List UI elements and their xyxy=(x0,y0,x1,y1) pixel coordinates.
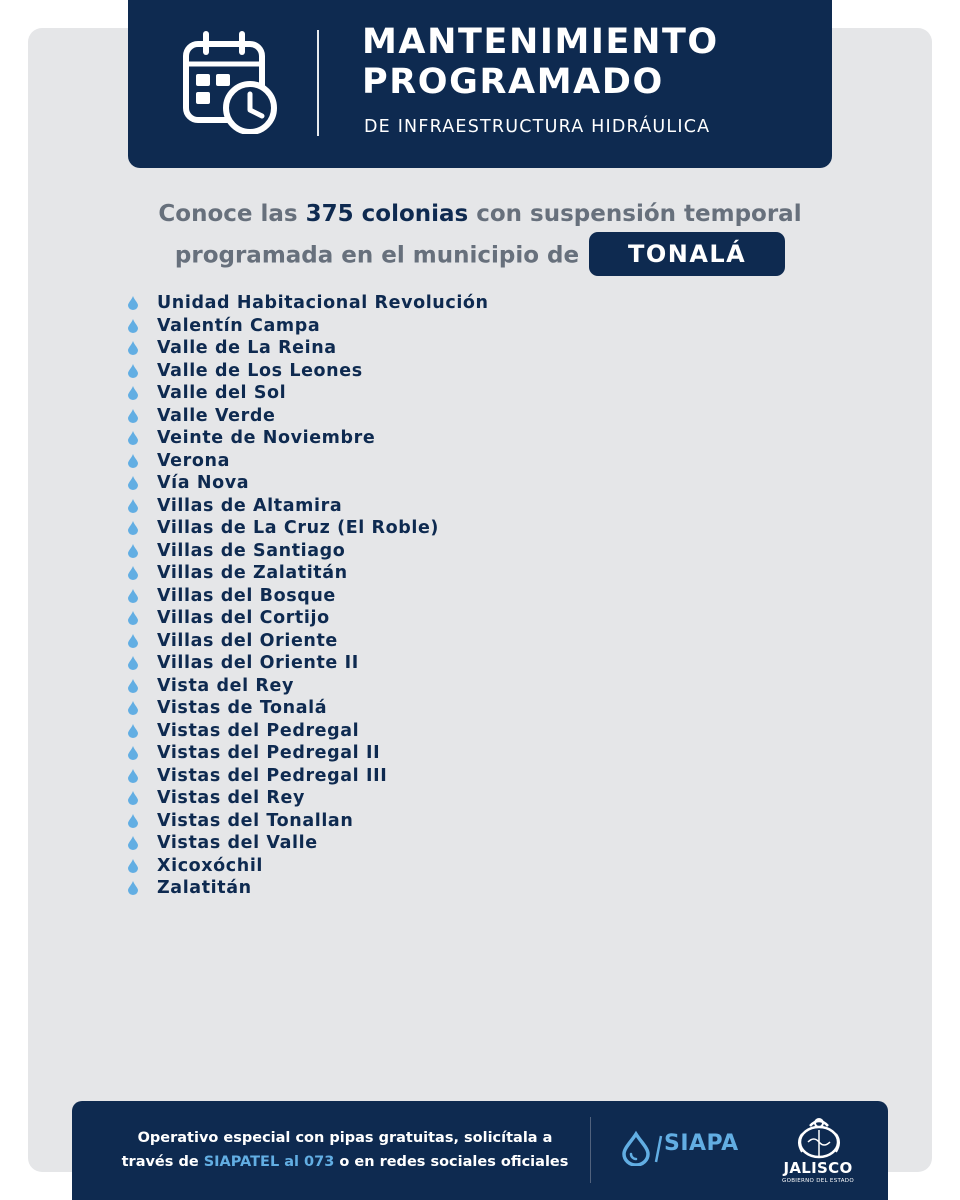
water-drop-icon xyxy=(128,814,138,828)
list-item xyxy=(128,405,489,428)
intro-part-1: Conoce las xyxy=(158,201,306,227)
list-item xyxy=(128,787,489,810)
list-item xyxy=(128,877,489,900)
list-item xyxy=(128,675,489,698)
list-item xyxy=(128,382,489,405)
list-item xyxy=(128,562,489,585)
water-drop-icon xyxy=(128,454,138,468)
list-item xyxy=(128,765,489,788)
water-drop-icon xyxy=(128,499,138,513)
list-item xyxy=(128,832,489,855)
colonia-name: Villas del Cortijo xyxy=(157,608,330,629)
intro-text xyxy=(0,194,960,278)
footer-line-2 xyxy=(100,1150,590,1174)
list-item xyxy=(128,337,489,360)
water-drop-icon xyxy=(128,364,138,378)
colonia-name: Vista del Rey xyxy=(157,675,294,696)
water-drop-icon xyxy=(128,566,138,580)
colonia-name: Zalatitán xyxy=(157,878,252,899)
colonia-name: Vistas de Tonalá xyxy=(157,698,328,719)
water-drop-icon xyxy=(128,431,138,445)
water-drop-icon xyxy=(128,409,138,423)
colonia-name: Vistas del Pedregal xyxy=(157,720,360,741)
water-drop-icon xyxy=(128,656,138,670)
water-drop-icon xyxy=(128,296,138,310)
jalisco-label: JALISCO xyxy=(783,1159,853,1177)
list-item xyxy=(128,585,489,608)
colonia-name: Vistas del Pedregal II xyxy=(157,743,381,764)
colonia-name: Valentín Campa xyxy=(157,315,321,336)
water-drop-icon xyxy=(128,859,138,873)
water-drop-icon xyxy=(128,544,138,558)
title-line-2: PROGRAMADO xyxy=(362,62,664,102)
intro-line-2 xyxy=(0,234,960,278)
colonia-name: Valle Verde xyxy=(157,405,276,426)
list-item xyxy=(128,315,489,338)
list-item xyxy=(128,742,489,765)
list-item xyxy=(128,472,489,495)
intro-part-3: programada en el municipio de xyxy=(174,242,580,269)
list-item xyxy=(128,720,489,743)
list-item xyxy=(128,517,489,540)
footer-message xyxy=(100,1126,590,1174)
water-drop-icon xyxy=(128,791,138,805)
colonia-name: Vistas del Pedregal III xyxy=(157,765,388,786)
municipality-badge: TONALÁ xyxy=(589,232,785,276)
header-divider xyxy=(317,30,319,136)
colonia-name: Villas del Bosque xyxy=(157,585,336,606)
water-drop-icon xyxy=(128,319,138,333)
footer-divider xyxy=(590,1117,591,1183)
footer-line-2-before: través de xyxy=(121,1154,204,1170)
list-item xyxy=(128,360,489,383)
water-drop-icon xyxy=(128,881,138,895)
colonia-name: Valle de Los Leones xyxy=(157,360,363,381)
list-item xyxy=(128,292,489,315)
water-drop-icon xyxy=(128,701,138,715)
water-drop-icon xyxy=(128,836,138,850)
water-drop-icon xyxy=(128,634,138,648)
colonia-name: Villas de Altamira xyxy=(157,495,343,516)
footer-line-1: Operativo especial con pipas gratuitas, solicítala a xyxy=(137,1130,553,1146)
list-item xyxy=(128,810,489,833)
siapatel-phone: SIAPATEL al 073 xyxy=(203,1154,335,1170)
page-subtitle: DE INFRAESTRUCTURA HIDRÁULICA xyxy=(364,117,711,137)
colonia-name: Veinte de Noviembre xyxy=(157,428,376,449)
colonia-name: Vistas del Rey xyxy=(157,788,305,809)
colonias-count: 375 colonias xyxy=(305,201,469,227)
page-title xyxy=(362,22,719,102)
colonia-name: Villas de Santiago xyxy=(157,540,346,561)
water-drop-icon xyxy=(128,746,138,760)
water-drop-icon xyxy=(624,1134,648,1165)
water-drop-icon xyxy=(128,521,138,535)
colonia-name: Verona xyxy=(157,450,230,471)
list-item xyxy=(128,427,489,450)
footer-line-2-after: o en redes sociales oficiales xyxy=(334,1154,569,1170)
jalisco-seal-icon xyxy=(792,1114,846,1162)
list-item xyxy=(128,697,489,720)
colonia-name: Villas del Oriente II xyxy=(157,653,359,674)
water-drop-icon xyxy=(128,769,138,783)
list-item xyxy=(128,540,489,563)
list-item xyxy=(128,855,489,878)
list-item xyxy=(128,495,489,518)
water-drop-icon xyxy=(128,386,138,400)
water-drop-icon xyxy=(128,589,138,603)
list-item xyxy=(128,630,489,653)
water-drop-icon xyxy=(128,679,138,693)
intro-part-2: con suspensión temporal xyxy=(468,201,802,227)
colonia-name: Xicoxóchil xyxy=(157,855,264,876)
colonias-list xyxy=(128,292,489,900)
calendar-clock-icon xyxy=(180,30,280,134)
colonia-name: Villas de La Cruz (El Roble) xyxy=(157,518,440,539)
list-item xyxy=(128,607,489,630)
colonia-name: Valle del Sol xyxy=(157,383,287,404)
water-drop-icon xyxy=(128,341,138,355)
colonia-name: Villas de Zalatitán xyxy=(157,563,348,584)
intro-line-1 xyxy=(0,194,960,234)
colonia-name: Valle de La Reina xyxy=(157,338,337,359)
colonia-name: Villas del Oriente xyxy=(157,630,338,651)
water-drop-icon xyxy=(128,611,138,625)
list-item xyxy=(128,450,489,473)
colonia-name: Unidad Habitacional Revolución xyxy=(157,293,489,314)
colonia-name: Vistas del Tonallan xyxy=(157,810,354,831)
list-item xyxy=(128,652,489,675)
colonia-name: Vía Nova xyxy=(157,473,250,494)
water-drop-icon xyxy=(128,724,138,738)
colonia-name: Vistas del Valle xyxy=(157,833,318,854)
siapa-label: SIAPA xyxy=(664,1131,739,1156)
title-line-1: MANTENIMIENTO xyxy=(362,22,719,62)
water-drop-icon xyxy=(128,476,138,490)
gobierno-label: GOBIERNO DEL ESTADO xyxy=(782,1178,854,1184)
